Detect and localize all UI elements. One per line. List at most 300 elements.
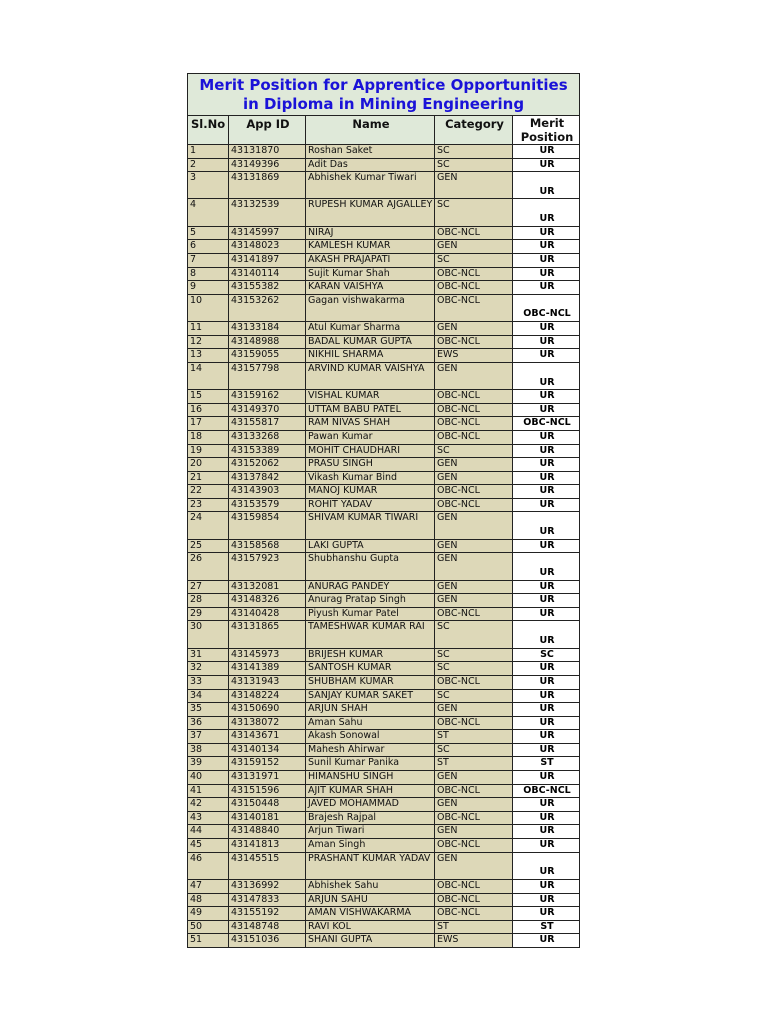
cell-category: SC	[435, 199, 513, 226]
table-row	[188, 172, 580, 199]
cell-slno: 42	[188, 798, 229, 812]
cell-slno: 23	[188, 498, 229, 512]
cell-name: TAMESHWAR KUMAR RAI	[306, 621, 435, 648]
cell-merit-position: UR	[513, 512, 580, 539]
cell-category: OBC-NCL	[435, 417, 513, 431]
cell-merit-position: UR	[513, 662, 580, 676]
cell-category: OBC-NCL	[435, 893, 513, 907]
cell-app-id: 43131971	[229, 771, 306, 785]
cell-name: RAVI KOL	[306, 920, 435, 934]
cell-name: RAM NIVAS SHAH	[306, 417, 435, 431]
cell-merit-position: UR	[513, 458, 580, 472]
cell-merit-position: UR	[513, 158, 580, 172]
table-row	[188, 934, 580, 948]
cell-category: GEN	[435, 852, 513, 879]
cell-app-id: 43140181	[229, 811, 306, 825]
cell-merit-position: OBC-NCL	[513, 294, 580, 321]
cell-merit-position: UR	[513, 594, 580, 608]
cell-name: ANURAG PANDEY	[306, 580, 435, 594]
table-row	[188, 771, 580, 785]
cell-app-id: 43155817	[229, 417, 306, 431]
cell-slno: 29	[188, 607, 229, 621]
cell-app-id: 43149370	[229, 403, 306, 417]
cell-slno: 51	[188, 934, 229, 948]
cell-category: GEN	[435, 703, 513, 717]
cell-category: GEN	[435, 471, 513, 485]
cell-slno: 1	[188, 145, 229, 159]
cell-merit-position: UR	[513, 403, 580, 417]
cell-slno: 16	[188, 403, 229, 417]
cell-slno: 17	[188, 417, 229, 431]
table-row	[188, 403, 580, 417]
cell-app-id: 43145515	[229, 852, 306, 879]
cell-app-id: 43158568	[229, 539, 306, 553]
cell-app-id: 43148988	[229, 335, 306, 349]
cell-category: GEN	[435, 771, 513, 785]
cell-category: ST	[435, 757, 513, 771]
cell-category: GEN	[435, 580, 513, 594]
cell-category: OBC-NCL	[435, 335, 513, 349]
cell-category: GEN	[435, 594, 513, 608]
cell-category: EWS	[435, 349, 513, 363]
cell-category: GEN	[435, 458, 513, 472]
table-row	[188, 798, 580, 812]
cell-merit-position: UR	[513, 580, 580, 594]
cell-slno: 37	[188, 730, 229, 744]
table-row	[188, 158, 580, 172]
cell-name: AMAN VISHWAKARMA	[306, 907, 435, 921]
cell-category: GEN	[435, 798, 513, 812]
cell-slno: 26	[188, 553, 229, 580]
cell-slno: 3	[188, 172, 229, 199]
cell-slno: 22	[188, 485, 229, 499]
cell-category: OBC-NCL	[435, 226, 513, 240]
table-row	[188, 362, 580, 389]
cell-app-id: 43131865	[229, 621, 306, 648]
table-row	[188, 267, 580, 281]
table-row	[188, 689, 580, 703]
cell-name: Sujit Kumar Shah	[306, 267, 435, 281]
cell-merit-position: UR	[513, 703, 580, 717]
cell-slno: 19	[188, 444, 229, 458]
cell-merit-position: UR	[513, 539, 580, 553]
cell-category: ST	[435, 920, 513, 934]
cell-name: Arjun Tiwari	[306, 825, 435, 839]
cell-merit-position: UR	[513, 607, 580, 621]
cell-app-id: 43141897	[229, 253, 306, 267]
cell-category: SC	[435, 145, 513, 159]
table-row	[188, 703, 580, 717]
table-row	[188, 920, 580, 934]
cell-slno: 39	[188, 757, 229, 771]
cell-category: GEN	[435, 553, 513, 580]
cell-category: OBC-NCL	[435, 811, 513, 825]
cell-merit-position: UR	[513, 730, 580, 744]
cell-name: Anurag Pratap Singh	[306, 594, 435, 608]
table-row	[188, 539, 580, 553]
cell-app-id: 43138072	[229, 716, 306, 730]
cell-merit-position: UR	[513, 839, 580, 853]
cell-name: ROHIT YADAV	[306, 498, 435, 512]
cell-app-id: 43131943	[229, 675, 306, 689]
table-row	[188, 349, 580, 363]
cell-merit-position: UR	[513, 335, 580, 349]
cell-app-id: 43148224	[229, 689, 306, 703]
cell-slno: 5	[188, 226, 229, 240]
cell-app-id: 43148023	[229, 240, 306, 254]
cell-slno: 25	[188, 539, 229, 553]
cell-app-id: 43141813	[229, 839, 306, 853]
cell-slno: 47	[188, 879, 229, 893]
cell-app-id: 43148326	[229, 594, 306, 608]
cell-slno: 40	[188, 771, 229, 785]
cell-app-id: 43133268	[229, 430, 306, 444]
table-row	[188, 852, 580, 879]
cell-merit-position: UR	[513, 553, 580, 580]
cell-merit-position: UR	[513, 621, 580, 648]
table-row	[188, 648, 580, 662]
table-row	[188, 716, 580, 730]
cell-name: Shubhanshu Gupta	[306, 553, 435, 580]
cell-name: Adit Das	[306, 158, 435, 172]
cell-name: KAMLESH KUMAR	[306, 240, 435, 254]
cell-name: Akash Sonowal	[306, 730, 435, 744]
cell-app-id: 43153389	[229, 444, 306, 458]
cell-app-id: 43149396	[229, 158, 306, 172]
cell-merit-position: UR	[513, 471, 580, 485]
cell-app-id: 43159055	[229, 349, 306, 363]
cell-app-id: 43152062	[229, 458, 306, 472]
cell-category: OBC-NCL	[435, 879, 513, 893]
table-row	[188, 553, 580, 580]
cell-name: BRIJESH KUMAR	[306, 648, 435, 662]
table-row	[188, 594, 580, 608]
cell-category: OBC-NCL	[435, 390, 513, 404]
merit-table	[187, 73, 580, 948]
cell-name: Gagan vishwakarma	[306, 294, 435, 321]
table-row	[188, 390, 580, 404]
cell-category: OBC-NCL	[435, 907, 513, 921]
cell-slno: 14	[188, 362, 229, 389]
cell-merit-position: UR	[513, 253, 580, 267]
table-row	[188, 675, 580, 689]
table-row	[188, 607, 580, 621]
cell-app-id: 43133184	[229, 322, 306, 336]
cell-name: Roshan Saket	[306, 145, 435, 159]
cell-name: Pawan Kumar	[306, 430, 435, 444]
cell-category: SC	[435, 662, 513, 676]
cell-category: OBC-NCL	[435, 267, 513, 281]
cell-category: GEN	[435, 512, 513, 539]
cell-merit-position: UR	[513, 743, 580, 757]
cell-category: GEN	[435, 825, 513, 839]
cell-merit-position: UR	[513, 879, 580, 893]
table-row	[188, 580, 580, 594]
table-row	[188, 784, 580, 798]
cell-slno: 50	[188, 920, 229, 934]
cell-slno: 45	[188, 839, 229, 853]
cell-app-id: 43137842	[229, 471, 306, 485]
cell-slno: 46	[188, 852, 229, 879]
cell-name: AKASH PRAJAPATI	[306, 253, 435, 267]
cell-slno: 36	[188, 716, 229, 730]
cell-slno: 41	[188, 784, 229, 798]
cell-merit-position: ST	[513, 757, 580, 771]
cell-slno: 2	[188, 158, 229, 172]
cell-slno: 15	[188, 390, 229, 404]
table-row	[188, 240, 580, 254]
cell-name: SHANI GUPTA	[306, 934, 435, 948]
cell-app-id: 43148748	[229, 920, 306, 934]
cell-category: OBC-NCL	[435, 784, 513, 798]
cell-app-id: 43155192	[229, 907, 306, 921]
cell-merit-position: UR	[513, 934, 580, 948]
cell-category: SC	[435, 621, 513, 648]
cell-app-id: 43132081	[229, 580, 306, 594]
cell-merit-position: ST	[513, 920, 580, 934]
table-row	[188, 444, 580, 458]
cell-merit-position: UR	[513, 811, 580, 825]
title-line-2: in Diploma in Mining Engineering	[242, 95, 525, 113]
cell-app-id: 43148840	[229, 825, 306, 839]
table-row	[188, 281, 580, 295]
table-row	[188, 662, 580, 676]
cell-name: JAVED MOHAMMAD	[306, 798, 435, 812]
cell-category: OBC-NCL	[435, 294, 513, 321]
cell-name: SHIVAM KUMAR TIWARI	[306, 512, 435, 539]
table-row	[188, 145, 580, 159]
cell-name: MANOJ KUMAR	[306, 485, 435, 499]
table-row	[188, 322, 580, 336]
cell-name: NIKHIL SHARMA	[306, 349, 435, 363]
cell-name: AJIT KUMAR SHAH	[306, 784, 435, 798]
table-row	[188, 757, 580, 771]
table-row	[188, 199, 580, 226]
cell-category: OBC-NCL	[435, 675, 513, 689]
cell-category: SC	[435, 158, 513, 172]
cell-category: SC	[435, 253, 513, 267]
cell-merit-position: UR	[513, 226, 580, 240]
table-title	[188, 74, 580, 116]
cell-merit-position: UR	[513, 798, 580, 812]
cell-category: GEN	[435, 240, 513, 254]
table-body	[188, 145, 580, 948]
table-row	[188, 730, 580, 744]
cell-merit-position: UR	[513, 267, 580, 281]
cell-name: SHUBHAM KUMAR	[306, 675, 435, 689]
cell-category: GEN	[435, 539, 513, 553]
table-row	[188, 498, 580, 512]
cell-slno: 4	[188, 199, 229, 226]
cell-slno: 33	[188, 675, 229, 689]
cell-slno: 9	[188, 281, 229, 295]
cell-app-id: 43145973	[229, 648, 306, 662]
cell-app-id: 43157923	[229, 553, 306, 580]
cell-app-id: 43145997	[229, 226, 306, 240]
cell-category: GEN	[435, 362, 513, 389]
table-row	[188, 430, 580, 444]
cell-slno: 11	[188, 322, 229, 336]
cell-app-id: 43150690	[229, 703, 306, 717]
cell-category: SC	[435, 444, 513, 458]
cell-name: Mahesh Ahirwar	[306, 743, 435, 757]
cell-app-id: 43153262	[229, 294, 306, 321]
table-row	[188, 253, 580, 267]
cell-category: OBC-NCL	[435, 485, 513, 499]
cell-name: Abhishek Kumar Tiwari	[306, 172, 435, 199]
cell-merit-position: UR	[513, 907, 580, 921]
cell-app-id: 43155382	[229, 281, 306, 295]
cell-name: MOHIT CHAUDHARI	[306, 444, 435, 458]
header-name: Name	[306, 116, 435, 145]
header-merit-line-1: Merit	[529, 116, 565, 130]
cell-category: OBC-NCL	[435, 281, 513, 295]
cell-name: VISHAL KUMAR	[306, 390, 435, 404]
cell-slno: 10	[188, 294, 229, 321]
cell-category: OBC-NCL	[435, 607, 513, 621]
cell-app-id: 43147833	[229, 893, 306, 907]
table-row	[188, 743, 580, 757]
cell-name: KARAN VAISHYA	[306, 281, 435, 295]
cell-app-id: 43159162	[229, 390, 306, 404]
cell-app-id: 43141389	[229, 662, 306, 676]
table-row	[188, 471, 580, 485]
cell-merit-position: UR	[513, 716, 580, 730]
header-app-id: App ID	[229, 116, 306, 145]
header-merit-position	[513, 116, 580, 145]
cell-merit-position: UR	[513, 485, 580, 499]
table-row	[188, 458, 580, 472]
cell-slno: 12	[188, 335, 229, 349]
table-row	[188, 485, 580, 499]
cell-slno: 27	[188, 580, 229, 594]
cell-slno: 20	[188, 458, 229, 472]
cell-name: Abhishek Sahu	[306, 879, 435, 893]
cell-app-id: 43159152	[229, 757, 306, 771]
cell-app-id: 43131869	[229, 172, 306, 199]
cell-category: OBC-NCL	[435, 430, 513, 444]
cell-slno: 8	[188, 267, 229, 281]
header-row	[188, 116, 580, 145]
cell-name: SANTOSH KUMAR	[306, 662, 435, 676]
table-row	[188, 621, 580, 648]
cell-app-id: 43143671	[229, 730, 306, 744]
cell-name: PRASU SINGH	[306, 458, 435, 472]
cell-category: ST	[435, 730, 513, 744]
cell-merit-position: UR	[513, 825, 580, 839]
cell-merit-position: UR	[513, 322, 580, 336]
cell-merit-position: UR	[513, 430, 580, 444]
title-line-1: Merit Position for Apprentice Opportunities	[199, 76, 568, 94]
cell-category: EWS	[435, 934, 513, 948]
cell-merit-position: UR	[513, 689, 580, 703]
cell-category: GEN	[435, 172, 513, 199]
header-slno: Sl.No	[188, 116, 229, 145]
cell-slno: 21	[188, 471, 229, 485]
cell-category: OBC-NCL	[435, 716, 513, 730]
merit-list-sheet	[187, 73, 579, 948]
table-row	[188, 294, 580, 321]
cell-name: Aman Singh	[306, 839, 435, 853]
cell-name: RUPESH KUMAR AJGALLEY	[306, 199, 435, 226]
cell-merit-position: OBC-NCL	[513, 784, 580, 798]
cell-slno: 38	[188, 743, 229, 757]
table-row	[188, 417, 580, 431]
table-row	[188, 226, 580, 240]
cell-category: OBC-NCL	[435, 403, 513, 417]
cell-app-id: 43151596	[229, 784, 306, 798]
cell-app-id: 43136992	[229, 879, 306, 893]
cell-category: SC	[435, 689, 513, 703]
cell-app-id: 43132539	[229, 199, 306, 226]
cell-slno: 24	[188, 512, 229, 539]
cell-slno: 43	[188, 811, 229, 825]
header-category: Category	[435, 116, 513, 145]
cell-slno: 49	[188, 907, 229, 921]
cell-slno: 6	[188, 240, 229, 254]
cell-app-id: 43143903	[229, 485, 306, 499]
cell-merit-position: UR	[513, 172, 580, 199]
cell-category: SC	[435, 648, 513, 662]
cell-app-id: 43151036	[229, 934, 306, 948]
cell-merit-position: UR	[513, 281, 580, 295]
cell-name: SANJAY KUMAR SAKET	[306, 689, 435, 703]
cell-merit-position: UR	[513, 852, 580, 879]
cell-merit-position: UR	[513, 444, 580, 458]
header-merit-line-2: Position	[520, 130, 574, 144]
cell-category: OBC-NCL	[435, 839, 513, 853]
cell-merit-position: SC	[513, 648, 580, 662]
table-row	[188, 839, 580, 853]
table-row	[188, 335, 580, 349]
cell-app-id: 43140428	[229, 607, 306, 621]
cell-app-id: 43157798	[229, 362, 306, 389]
cell-slno: 30	[188, 621, 229, 648]
cell-merit-position: UR	[513, 199, 580, 226]
cell-merit-position: UR	[513, 893, 580, 907]
cell-merit-position: UR	[513, 240, 580, 254]
cell-name: Aman Sahu	[306, 716, 435, 730]
cell-name: Brajesh Rajpal	[306, 811, 435, 825]
cell-slno: 7	[188, 253, 229, 267]
cell-app-id: 43140134	[229, 743, 306, 757]
cell-name: UTTAM BABU PATEL	[306, 403, 435, 417]
cell-category: OBC-NCL	[435, 498, 513, 512]
cell-name: NIRAJ	[306, 226, 435, 240]
cell-slno: 28	[188, 594, 229, 608]
cell-slno: 31	[188, 648, 229, 662]
cell-slno: 44	[188, 825, 229, 839]
cell-app-id: 43131870	[229, 145, 306, 159]
cell-name: Piyush Kumar Patel	[306, 607, 435, 621]
cell-merit-position: UR	[513, 349, 580, 363]
cell-name: HIMANSHU SINGH	[306, 771, 435, 785]
cell-merit-position: UR	[513, 390, 580, 404]
cell-merit-position: UR	[513, 362, 580, 389]
cell-merit-position: OBC-NCL	[513, 417, 580, 431]
cell-merit-position: UR	[513, 145, 580, 159]
cell-name: LAKI GUPTA	[306, 539, 435, 553]
cell-name: Atul Kumar Sharma	[306, 322, 435, 336]
table-row	[188, 907, 580, 921]
table-row	[188, 811, 580, 825]
table-row	[188, 825, 580, 839]
cell-name: ARJUN SHAH	[306, 703, 435, 717]
cell-app-id: 43159854	[229, 512, 306, 539]
cell-category: SC	[435, 743, 513, 757]
cell-name: ARVIND KUMAR VAISHYA	[306, 362, 435, 389]
cell-slno: 48	[188, 893, 229, 907]
